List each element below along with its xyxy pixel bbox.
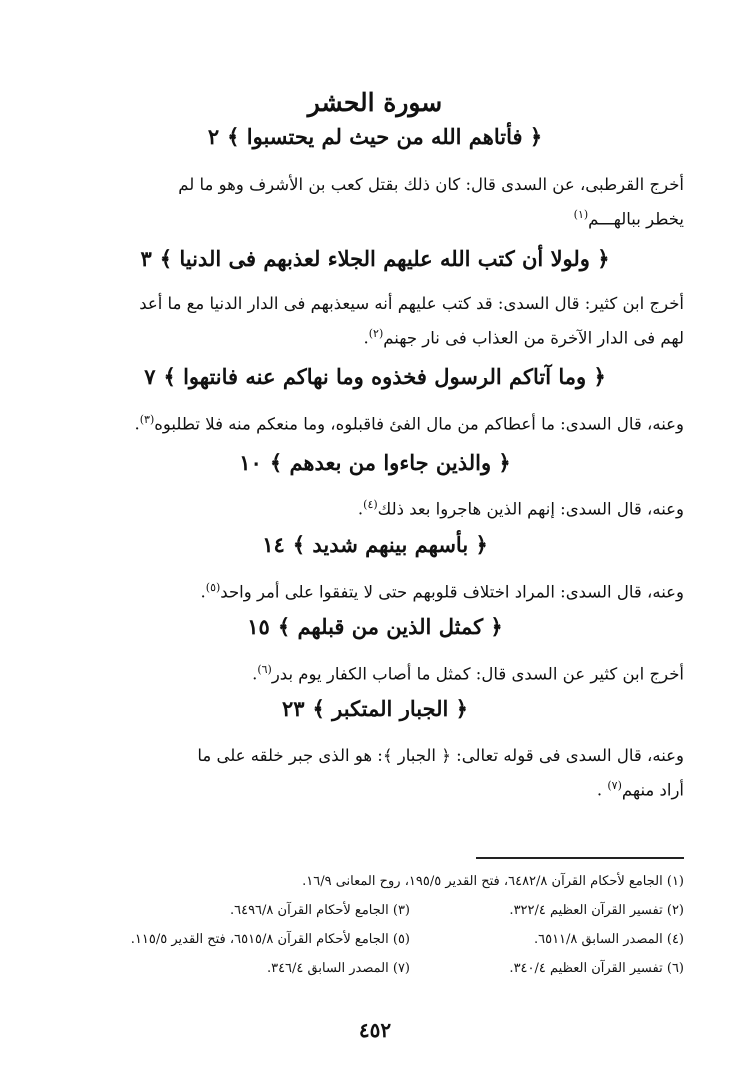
- footnote-ref: (٧): [607, 779, 622, 792]
- verse-text: ﴿ الجبار المتكبر ﴾: [312, 696, 468, 721]
- commentary-line: وعنه، قال السدى: إنهم الذين هاجروا بعد ذلك$^{(٤)}$.: [357, 498, 684, 519]
- verse-heading: [60, 364, 690, 389]
- footnote-ref: (٣): [139, 413, 155, 426]
- footnote: (٥) الجامع لأحكام القرآن ٦٥١٥/٨، فتح القدير ١١٥/٥.: [130, 932, 410, 947]
- commentary-paragraph: [60, 490, 684, 525]
- commentary-paragraph: [60, 405, 684, 440]
- verse-text: ﴿ كمثل الذين من قبلهم ﴾: [277, 614, 503, 639]
- footnote: (٧) المصدر السابق ٣٤٦/٤.: [266, 961, 410, 976]
- verse-number: ١٤: [262, 532, 285, 557]
- surah-title: سورة الحشر: [307, 88, 443, 117]
- footnote: (٤) المصدر السابق ٦٥١١/٨.: [533, 932, 684, 947]
- commentary-paragraph: [60, 289, 684, 354]
- footnote-ref: (٦): [257, 663, 272, 676]
- commentary-line: وعنه، قال السدى فى قوله تعالى: ﴿ الجبار ﴾: هو الذى جبر خلقه على ما: [197, 746, 684, 765]
- footnote-divider: [476, 857, 684, 859]
- commentary-line: وعنه، قال السدى: ما أعطاكم من مال الفئ فاقبلوه، وما منعكم منه فلا تطلبوه$^{(٣)}$.: [134, 413, 684, 434]
- verse-heading: [60, 450, 690, 475]
- commentary-line: يخطر ببالهـــم$^{(١)}$: [573, 208, 684, 229]
- page-number: ٤٥٢: [358, 1018, 392, 1042]
- commentary-paragraph: [60, 741, 684, 806]
- verse-heading: [60, 614, 690, 639]
- commentary-line: أراد منهم$^{(٧)}$ .: [596, 779, 684, 800]
- commentary-line: أخرج ابن كثير عن السدى قال: كمثل ما أصاب الكفار يوم بدر$^{(٦)}$.: [252, 663, 684, 684]
- commentary-line: وعنه، قال السدى: المراد اختلاف قلوبهم حتى لا يتفقوا على أمر واحد$^{(٥)}$.: [200, 581, 684, 602]
- footnote: (١) الجامع لأحكام القرآن ٦٤٨٢/٨، فتح القدير ١٩٥/٥، روح المعانى ١٦/٩.: [302, 874, 684, 889]
- footnote-ref: (١): [573, 208, 589, 221]
- verse-heading: [60, 532, 690, 557]
- verse-number: ٢: [207, 124, 220, 149]
- verse-number: ٧: [144, 364, 156, 389]
- verse-text: ﴿ ولولا أن كتب الله عليهم الجلاء لعذبهم فى الدنيا ﴾: [159, 246, 610, 271]
- verse-text: ﴿ فأتاهم الله من حيث لم يحتسبوا ﴾: [227, 124, 543, 149]
- commentary-paragraph: [60, 573, 684, 608]
- verse-text: ﴿ بأسهم بينهم شديد ﴾: [292, 532, 488, 557]
- verse-number: ١٥: [247, 614, 270, 639]
- commentary-paragraph: [60, 170, 684, 235]
- verse-heading: [60, 696, 690, 721]
- verse-number: ٣: [140, 246, 152, 271]
- footnote-ref: (٤): [363, 498, 378, 511]
- verse-heading: [60, 246, 690, 271]
- verse-number: ٢٣: [281, 696, 305, 721]
- verse-text: ﴿ وما آتاكم الرسول فخذوه وما نهاكم عنه فانتهوا ﴾: [163, 364, 606, 389]
- footnote: (٣) الجامع لأحكام القرآن ٦٤٩٦/٨.: [229, 903, 410, 918]
- footnote-ref: (٢): [368, 327, 384, 340]
- commentary-line: أخرج ابن كثير: قال السدى: قد كتب عليهم أنه سيعذبهم فى الدار الدنيا مع ما أعد: [139, 294, 684, 313]
- verse-heading: [60, 124, 690, 149]
- footnote: (٢) تفسير القرآن العظيم ٣٢٢/٤.: [509, 903, 684, 918]
- footnote: (٦) تفسير القرآن العظيم ٣٤٠/٤.: [509, 961, 684, 976]
- commentary-line: لهم فى الدار الآخرة من العذاب فى نار جهنم$^{(٢)}$.: [363, 327, 684, 348]
- footnote-ref: (٥): [205, 581, 221, 594]
- verse-number: ١٠: [239, 450, 262, 475]
- commentary-paragraph: [60, 655, 684, 690]
- verse-text: ﴿ والذين جاءوا من بعدهم ﴾: [269, 450, 511, 475]
- commentary-line: أخرج القرطبى، عن السدى قال: كان ذلك بقتل كعب بن الأشرف وهو ما لم: [178, 175, 684, 194]
